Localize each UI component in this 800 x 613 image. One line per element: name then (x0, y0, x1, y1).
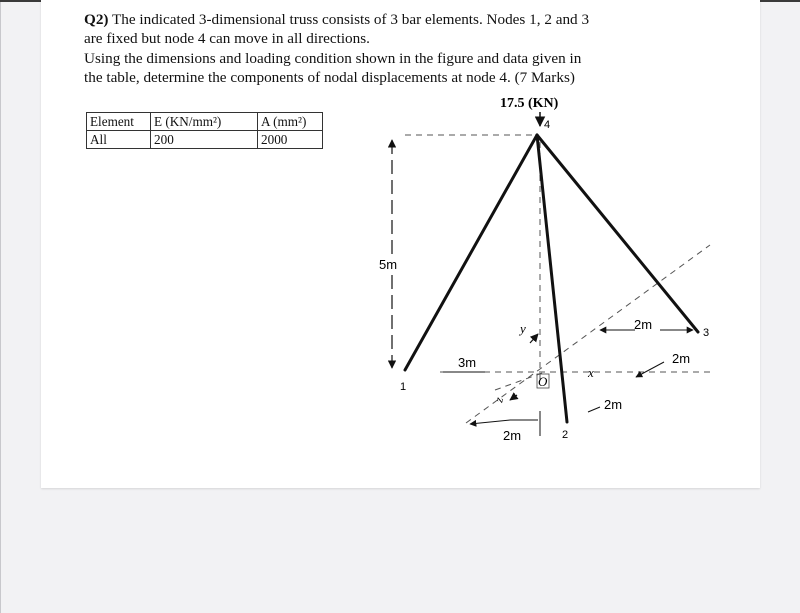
load-label: 17.5 (KN) (500, 96, 559, 111)
cell-modulus: 200 (151, 131, 258, 149)
origin-label: O (538, 374, 548, 389)
question-line-4: the table, determine the components of nodal displacements at node 4. (7 Marks) (84, 69, 575, 87)
cell-element: All (87, 131, 151, 149)
x-axis-label: x (588, 365, 594, 380)
z-axis-arrow (510, 395, 517, 400)
question-number: Q2) (84, 11, 109, 28)
right-dim-arrow (636, 362, 664, 377)
bar-3-4 (537, 135, 698, 332)
top-right-dim-label: 2m (634, 317, 653, 332)
question-line-3: Using the dimensions and loading condition shown in the figure and data given in (84, 49, 582, 67)
y-axis-label: y (520, 321, 526, 336)
node-3-label: 3 (703, 327, 710, 339)
y-axis-arrow (530, 334, 538, 343)
z-axis-label: z (491, 395, 507, 404)
right-dim-label: 2m (672, 351, 691, 366)
question-line-1: The indicated 3-dimensional truss consists of 3 bar elements. Nodes 1, 2 and 3 (108, 11, 590, 28)
z-dim-arrow-left (470, 420, 510, 424)
z-dim-label: 2m (503, 428, 522, 443)
header-element: Element (87, 113, 151, 131)
node-2-label: 2 (562, 429, 569, 441)
height-dim-label: 5m (379, 257, 398, 272)
x-dim-label: 3m (458, 355, 477, 370)
construction-lines (405, 135, 715, 423)
diagonal-dashed-line (466, 245, 710, 423)
question-line-2: are fixed but node 4 can move in all directions. (84, 30, 370, 48)
node-4-label: 4 (544, 119, 551, 131)
bottom-right-dim-label: 2m (604, 397, 623, 412)
cell-area: 2000 (258, 131, 323, 149)
header-modulus: E (KN/mm²) (151, 113, 258, 131)
truss-bars (405, 135, 698, 422)
node-1-label: 1 (400, 381, 407, 393)
header-area: A (mm²) (258, 113, 323, 131)
bar-1-4 (405, 135, 537, 370)
bottom-right-dim-line (588, 407, 600, 412)
